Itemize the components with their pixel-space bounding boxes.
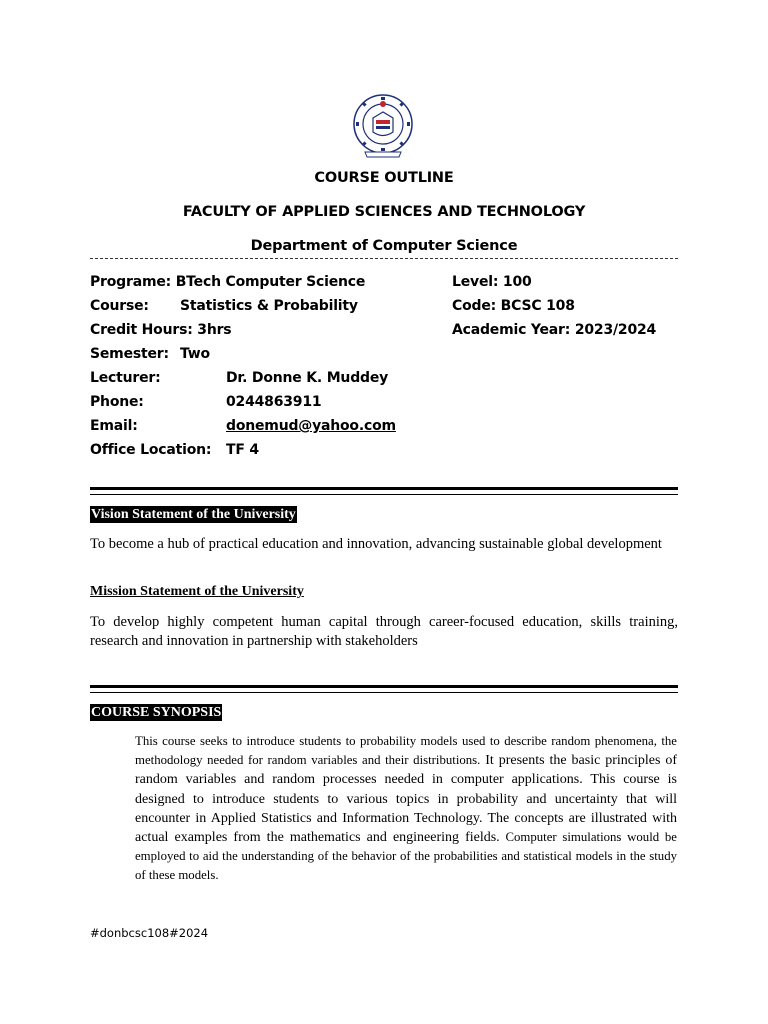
vision-text: To become a hub of practical education and innovation, advancing sustainable global development: [90, 536, 662, 552]
credit-hours-line: Credit Hours: 3hrs: [90, 322, 232, 338]
course-line: [90, 298, 358, 320]
office-label: Office Location:: [90, 442, 212, 458]
office-value: TF 4: [226, 442, 259, 458]
level-line: Level: 100: [452, 274, 532, 290]
lecturer-value: Dr. Donne K. Muddey: [226, 370, 389, 386]
faculty-heading: FACULTY OF APPLIED SCIENCES AND TECHNOLOGY: [182, 204, 586, 220]
university-logo: [351, 92, 415, 158]
course-code-line: Code: BCSC 108: [452, 298, 575, 314]
email-line: [90, 418, 396, 440]
synopsis-part-1: This course seeks to introduce students to probability models used to describe random phenomena, the methodology needed for random variables and their distributions.: [135, 734, 677, 768]
phone-label: Phone:: [90, 394, 144, 410]
document-title: COURSE OUTLINE: [314, 170, 454, 186]
course-value: Statistics & Probability: [180, 298, 358, 314]
lecturer-line: [90, 370, 389, 392]
double-rule-divider-2: [90, 685, 678, 693]
double-rule-divider: [90, 487, 678, 495]
vision-heading: Vision Statement of the University: [91, 507, 296, 522]
lecturer-label: Lecturer:: [90, 370, 161, 386]
department-heading: Department of Computer Science: [250, 238, 518, 254]
phone-value: 0244863911: [226, 394, 322, 410]
mission-text: To develop highly competent human capital through career-focused education, skills training, research and innovation in partnership with stakeholders: [90, 614, 678, 649]
office-line: [90, 442, 259, 464]
course-label: Course:: [90, 298, 149, 314]
footer-tag: #donbcsc108#2024: [90, 926, 209, 940]
synopsis-heading: COURSE SYNOPSIS: [91, 705, 222, 720]
phone-line: [90, 394, 322, 416]
programme-line: Programe: BTech Computer Science: [90, 274, 366, 290]
email-link[interactable]: donemud@yahoo.com: [226, 418, 396, 434]
semester-line: [90, 346, 210, 368]
semester-label: Semester:: [90, 346, 169, 362]
email-label: Email:: [90, 418, 138, 434]
synopsis-part-3: Computer simulations would be employed to aid the understanding of the behavior of the probabilities and statistical models in the study of these models.: [135, 830, 677, 883]
dashed-divider: [90, 258, 678, 259]
mission-heading: Mission Statement of the University: [90, 584, 304, 599]
semester-value: Two: [180, 346, 210, 362]
synopsis-part-2: It presents the basic principles of random variables and random processes needed in computer applications. This course is designed to introduce students to various topics in probability and uncertainty that will encounter in Applied Statistics and Information Technology. The concepts are illustrated with actual examples from the mathematics and engineering fields.: [135, 753, 677, 846]
synopsis-text: [135, 732, 677, 886]
academic-year-line: Academic Year: 2023/2024: [452, 322, 657, 338]
